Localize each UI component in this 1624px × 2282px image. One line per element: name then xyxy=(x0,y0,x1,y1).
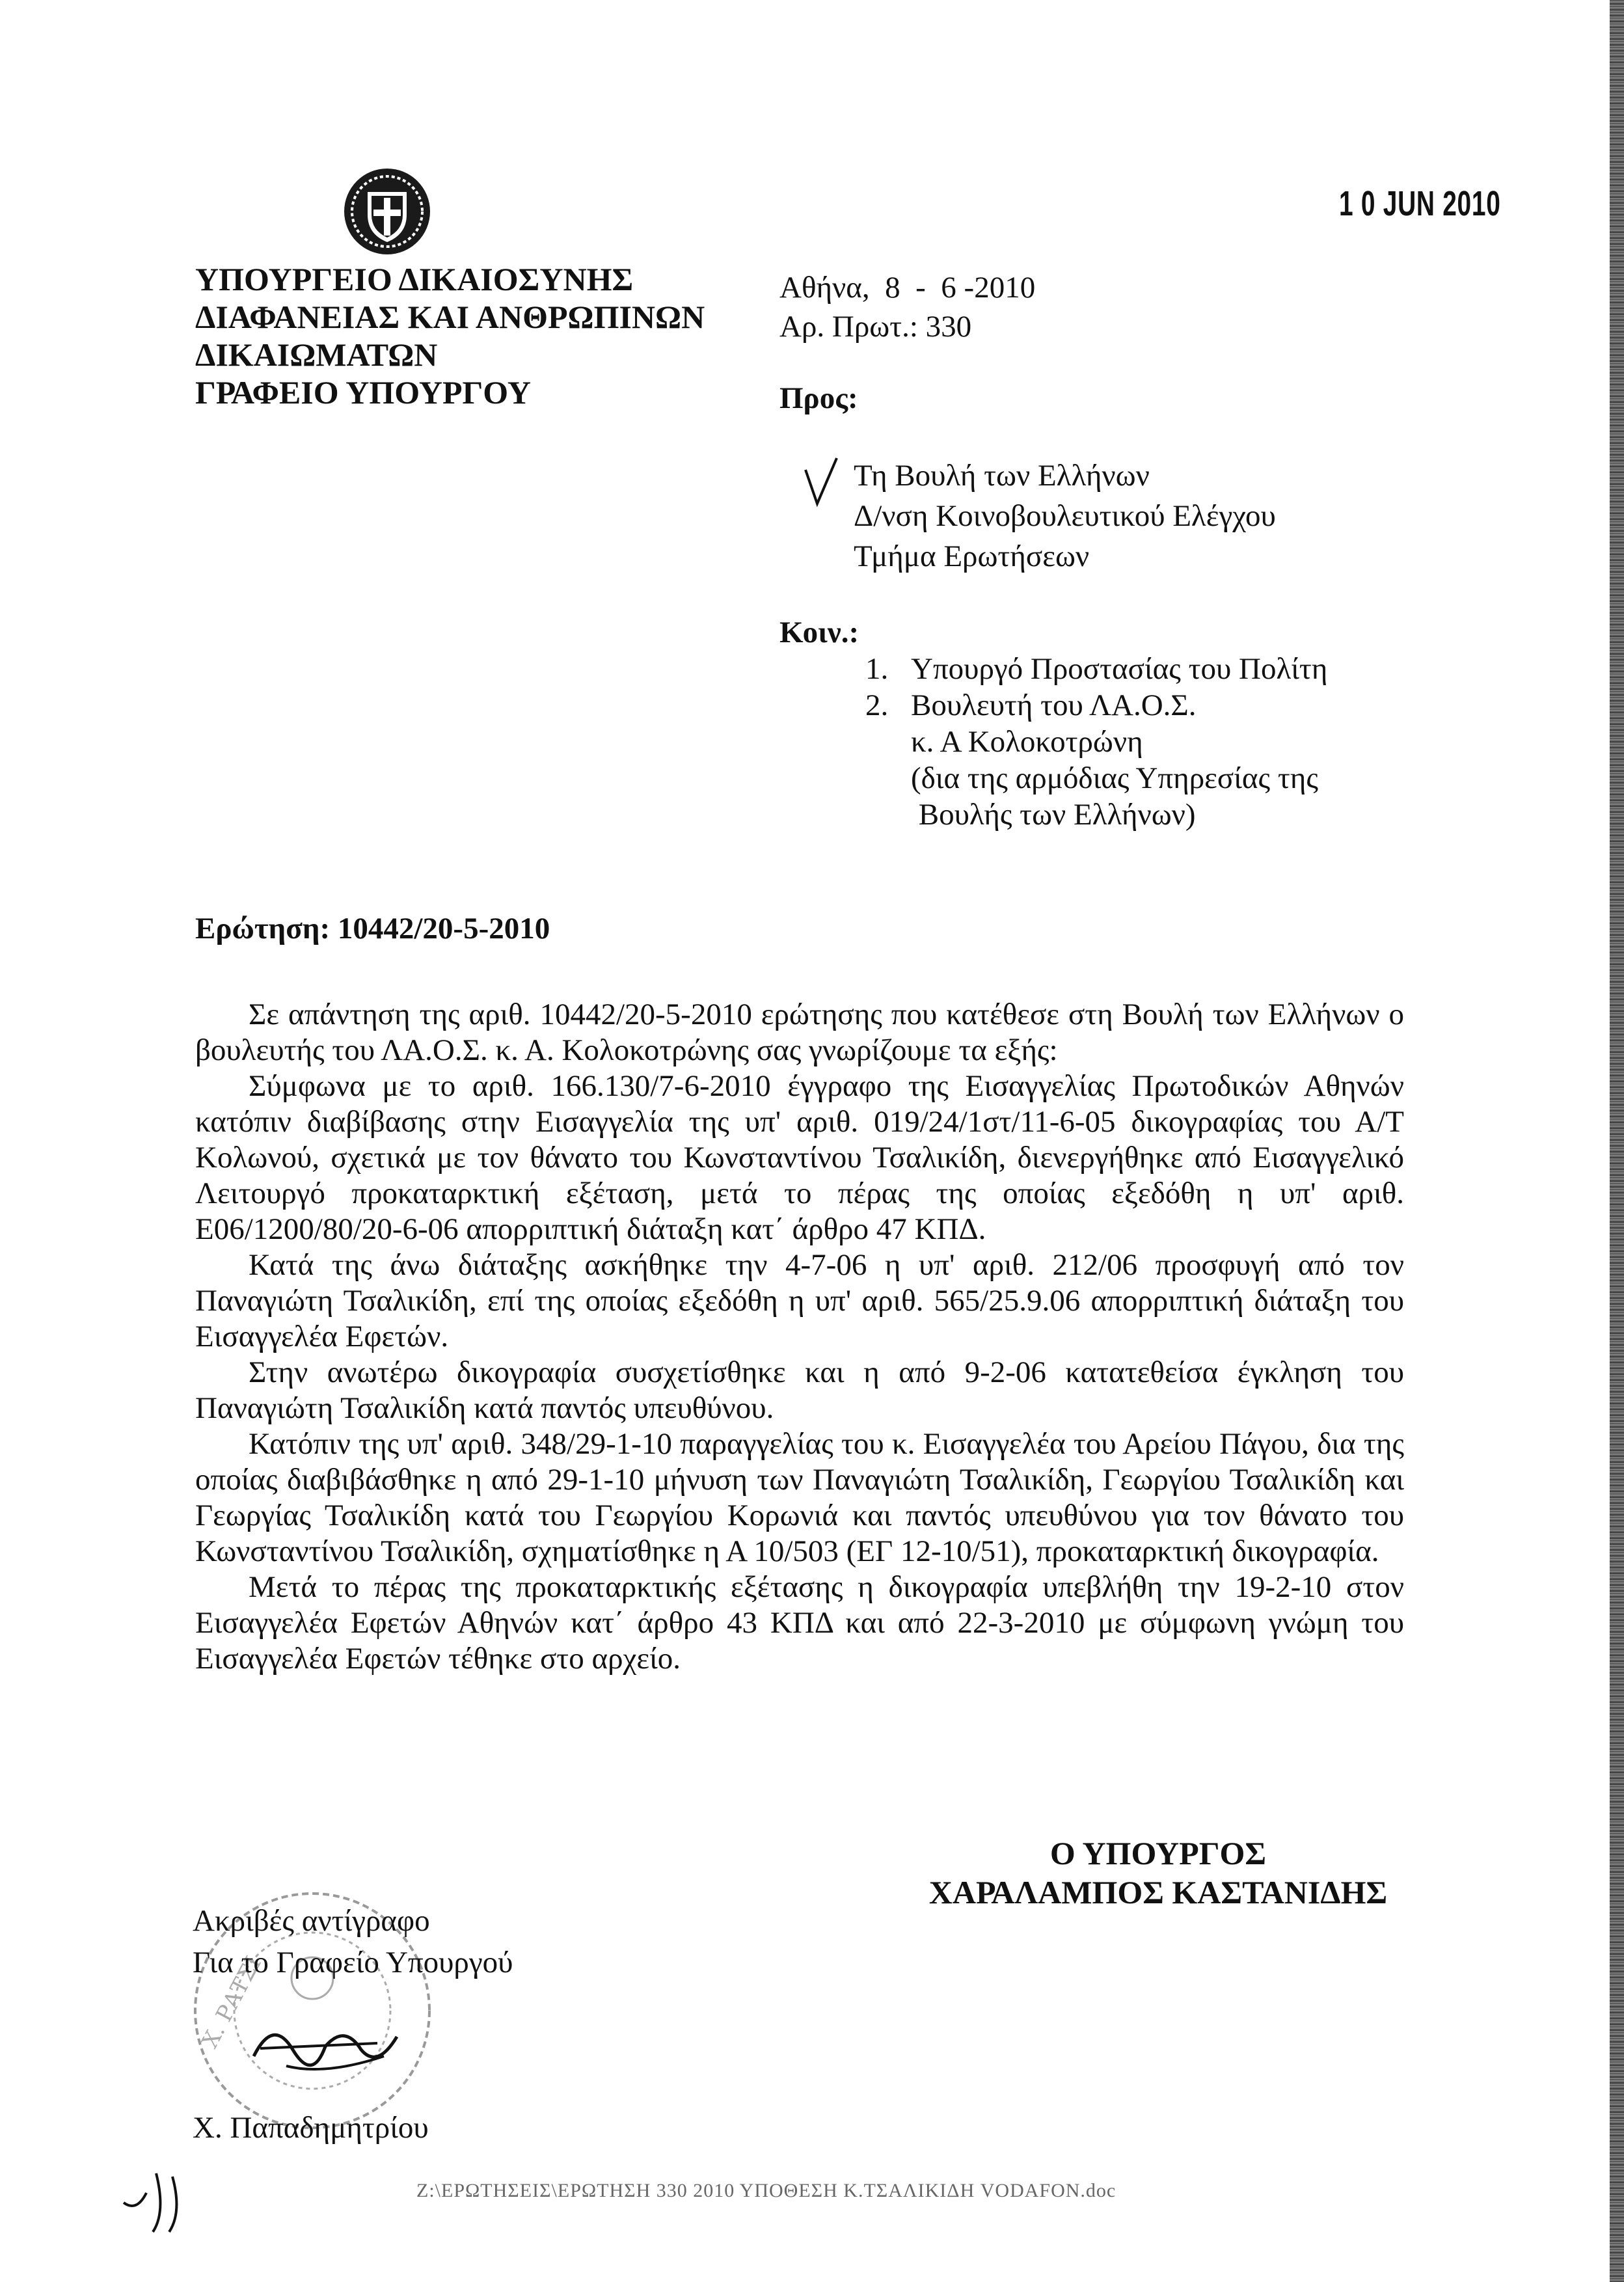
ministry-header xyxy=(195,260,705,411)
cc-item: (δια της αρμόδιας Υπηρεσίας της xyxy=(911,761,1318,795)
body-paragraph: Σε απάντηση της αριθ. 10442/20-5-2010 ερώτησης που κατέθεσε στη Βουλή των Ελλήνων ο βουλευτής του ΛΑ.Ο.Σ. κ. Α. Κολοκοτρώνης σας γνωρίζουμε τα εξής: xyxy=(195,998,1404,1067)
signer-title: Ο ΥΠΟΥΡΓΟΣ xyxy=(1049,1835,1267,1871)
signer-name: ΧΑΡΑΛΑΜΠΟΣ ΚΑΣΤΑΝΙΔΗΣ xyxy=(928,1874,1388,1910)
body-paragraph: Κατά της άνω διάταξης ασκήθηκε την 4-7-06 η υπ' αριθ. 212/06 προσφυγή από τον Παναγιώτη Τσαλικίδη, επί της οποίας εξεδόθη η υπ' αριθ. 565/25.9.06 απορριπτική διάταξη του Εισαγγελέα Εφετών. xyxy=(195,1248,1404,1353)
handwritten-signature xyxy=(247,2011,403,2082)
letter-date: Αθήνα, 8 - 6 -2010 xyxy=(779,271,1036,305)
ministry-line: ΔΙΑΦΑΝΕΙΑΣ ΚΑΙ ΑΝΘΡΩΠΙΝΩΝ xyxy=(195,299,705,335)
recipient-line: Τμήμα Ερωτήσεων xyxy=(854,539,1090,573)
ministry-line: ΥΠΟΥΡΓΕΙΟ ΔΙΚΑΙΟΣΥΝΗΣ xyxy=(195,261,634,297)
to-label: Προς: xyxy=(779,381,858,415)
greek-coat-of-arms-icon xyxy=(338,163,436,260)
body-paragraph: Κατόπιν της υπ' αριθ. 348/29-1-10 παραγγελίας του κ. Εισαγγελέα του Αρείου Πάγου, δια της οποίας διαβιβάσθηκε η από 29-1-10 μήνυση των Παναγιώτη Τσαλικίδη, Γεωργίου Τσαλικίδη και Γεωργίας Τσαλικίδη κατά του Γεωργίου Κορωνιά και παντός υπευθύνου για τον θάνατο του Κωνσταντίνου Τσαλικίδη, σχηματίσθηκε η Α 10/503 (ΕΓ 12-10/51), προκαταρκτική δικογραφία. xyxy=(195,1427,1404,1568)
recipient-line: Τη Βουλή των Ελλήνων xyxy=(854,459,1150,493)
recipient-block xyxy=(854,455,1276,577)
body-paragraph: Σύμφωνα με το αριθ. 166.130/7-6-2010 έγγραφο της Εισαγγελίας Πρωτοδικών Αθηνών κατόπιν διαβίβασης στην Εισαγγελία της υπ' αριθ. 019/24/1στ/11-6-05 δικογραφίας του Α/Τ Κολωνού, σχετικά με τον θάνατο του Κωνσταντίνου Τσαλικίδη, διενεργήθηκε από Εισαγγελικό Λειτουργό προκαταρκτική εξέταση, μετά το πέρας της οποίας εξεδόθη η υπ' αριθ. Ε06/1200/80/20-6-06 απορριπτική διάταξη κατ΄ άρθρο 47 ΚΠΔ. xyxy=(195,1069,1404,1246)
signature-block xyxy=(898,1834,1418,1912)
cc-item: κ. Α Κολοκοτρώνη xyxy=(911,725,1143,759)
copy-line: Ακριβές αντίγραφο xyxy=(193,1904,430,1938)
ministry-line: ΔΙΚΑΙΩΜΑΤΩΝ xyxy=(195,336,438,373)
body-paragraph: Μετά το πέρας της προκαταρκτικής εξέτασης η δικογραφία υπεβλήθη την 19-2-10 στον Εισαγγελέα Εφετών Αθηνών κατ΄ άρθρο 43 ΚΠΔ και από 22-3-2010 με σύμφωνη γνώμη του Εισαγγελέα Εφετών τέθηκε στο αρχείο. xyxy=(195,1570,1404,1676)
question-reference: Ερώτηση: 10442/20-5-2010 xyxy=(195,912,550,945)
copy-signer-name: Χ. Παπαδημητρίου xyxy=(193,2111,429,2145)
ministry-line: ΓΡΑΦΕΙΟ ΥΠΟΥΡΓΟΥ xyxy=(195,374,532,411)
check-mark-icon xyxy=(803,455,842,508)
cc-item: Βουλής των Ελλήνων) xyxy=(911,798,1196,832)
copy-line: Για το Γραφείο Υπουργού xyxy=(193,1946,513,1979)
svg-text:Χ. ΡΑΤΣΙ: Χ. ΡΑΤΣΙ xyxy=(196,1951,267,2053)
file-path-footer: Ζ:\ΕΡΩΤΗΣΕΙΣ\ΕΡΩΤΗΣΗ 330 2010 ΥΠΟΘΕΣΗ Κ.ΤΣΑΛΙΚΙΔΗ VODAFON.doc xyxy=(416,2180,1116,2201)
date-block xyxy=(779,268,1035,418)
recipient-line: Δ/νση Κοινοβουλευτικού Ελέγχου xyxy=(854,499,1276,533)
cc-item: 1. Υπουργό Προστασίας του Πολίτη xyxy=(865,652,1328,686)
letter-body xyxy=(195,997,1404,1677)
cc-label: Κοιν.: xyxy=(779,616,859,649)
body-paragraph: Στην ανωτέρω δικογραφία συσχετίσθηκε και η από 9-2-06 κατατεθείσα έγκληση του Παναγιώτη Τσαλικίδη κατά παντός υπευθύνου. xyxy=(195,1355,1404,1425)
cc-item: 2. Βουλευτή του ΛΑ.Ο.Σ. xyxy=(865,688,1197,722)
scan-edge xyxy=(1610,0,1624,2282)
cc-list xyxy=(865,651,1327,833)
margin-handwritten-mark xyxy=(117,2167,189,2238)
received-date-stamp: 1 0 JUN 2010 xyxy=(1339,184,1501,223)
protocol-number: Αρ. Πρωτ.: 330 xyxy=(779,310,972,344)
